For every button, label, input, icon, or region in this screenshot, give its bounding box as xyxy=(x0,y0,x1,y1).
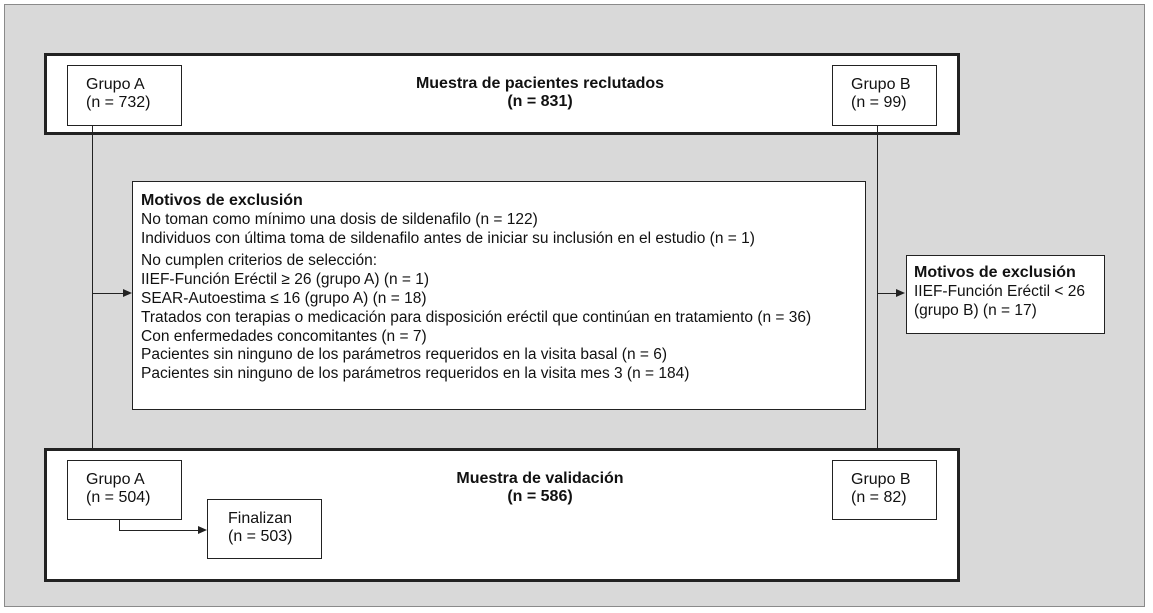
validation-group-b-n: (n = 82) xyxy=(851,489,907,506)
recruited-group-a-label: Grupo A xyxy=(86,76,145,93)
finalizan-n: (n = 503) xyxy=(228,528,293,545)
validation-sample-title: Muestra de validación xyxy=(456,470,624,487)
exclusion-a-item: Pacientes sin ninguno de los parámetros requeridos en la visita mes 3 (n = 184) xyxy=(141,365,690,383)
arrow-to-exclusion-a-head xyxy=(123,289,132,297)
exclusion-b-box xyxy=(906,255,1105,334)
arrow-to-finalizan-head xyxy=(198,526,207,534)
exclusion-b-item: IIEF-Función Eréctil < 26 xyxy=(914,282,1085,300)
recruited-sample-n: (n = 831) xyxy=(507,93,573,110)
validation-group-a-label: Grupo A xyxy=(86,471,145,488)
exclusion-a-item: No cumplen criterios de selección: xyxy=(141,252,378,270)
validation-group-b-label: Grupo B xyxy=(851,471,911,488)
exclusion-a-item: Individuos con última toma de sildenafilo antes de iniciar su inclusión en el estudio (n = 1) xyxy=(141,229,755,247)
exclusion-a-item: Tratados con terapias o medicación para disposición eréctil que continúan en tratamiento (n = 36) xyxy=(141,308,812,326)
recruited-group-b-label: Grupo B xyxy=(851,76,911,93)
arrow-to-exclusion-a-line xyxy=(92,293,124,294)
validation-group-b-box xyxy=(832,460,937,520)
exclusion-a-title: Motivos de exclusión xyxy=(141,192,303,209)
exclusion-b-item: (grupo B) (n = 17) xyxy=(914,301,1037,319)
exclusion-a-item: No toman como mínimo una dosis de sildenafilo (n = 122) xyxy=(141,210,538,228)
finalizan-box xyxy=(207,499,322,559)
exclusion-a-item: SEAR-Autoestima ≤ 16 (grupo A) (n = 18) xyxy=(141,289,427,307)
exclusion-a-box xyxy=(132,181,866,410)
recruited-group-a-n: (n = 732) xyxy=(86,94,151,111)
exclusion-b-title: Motivos de exclusión xyxy=(914,264,1076,281)
recruited-group-b-box xyxy=(832,65,937,126)
arrow-to-finalizan-horizontal xyxy=(119,530,199,531)
exclusion-a-item: IIEF-Función Eréctil ≥ 26 (grupo A) (n = 1) xyxy=(141,271,430,289)
arrow-to-exclusion-b-head xyxy=(896,289,905,297)
arrow-to-exclusion-b-line xyxy=(877,293,897,294)
validation-group-a-box xyxy=(67,460,182,520)
recruited-group-a-box xyxy=(67,65,182,126)
validation-group-a-n: (n = 504) xyxy=(86,489,151,506)
recruited-sample-title: Muestra de pacientes reclutados xyxy=(415,75,665,92)
recruited-group-b-n: (n = 99) xyxy=(851,94,907,111)
exclusion-a-item: Con enfermedades concomitantes (n = 7) xyxy=(141,327,427,345)
finalizan-label: Finalizan xyxy=(228,510,293,527)
exclusion-a-item: Pacientes sin ninguno de los parámetros requeridos en la visita basal (n = 6) xyxy=(141,346,668,364)
validation-sample-n: (n = 586) xyxy=(507,488,573,505)
